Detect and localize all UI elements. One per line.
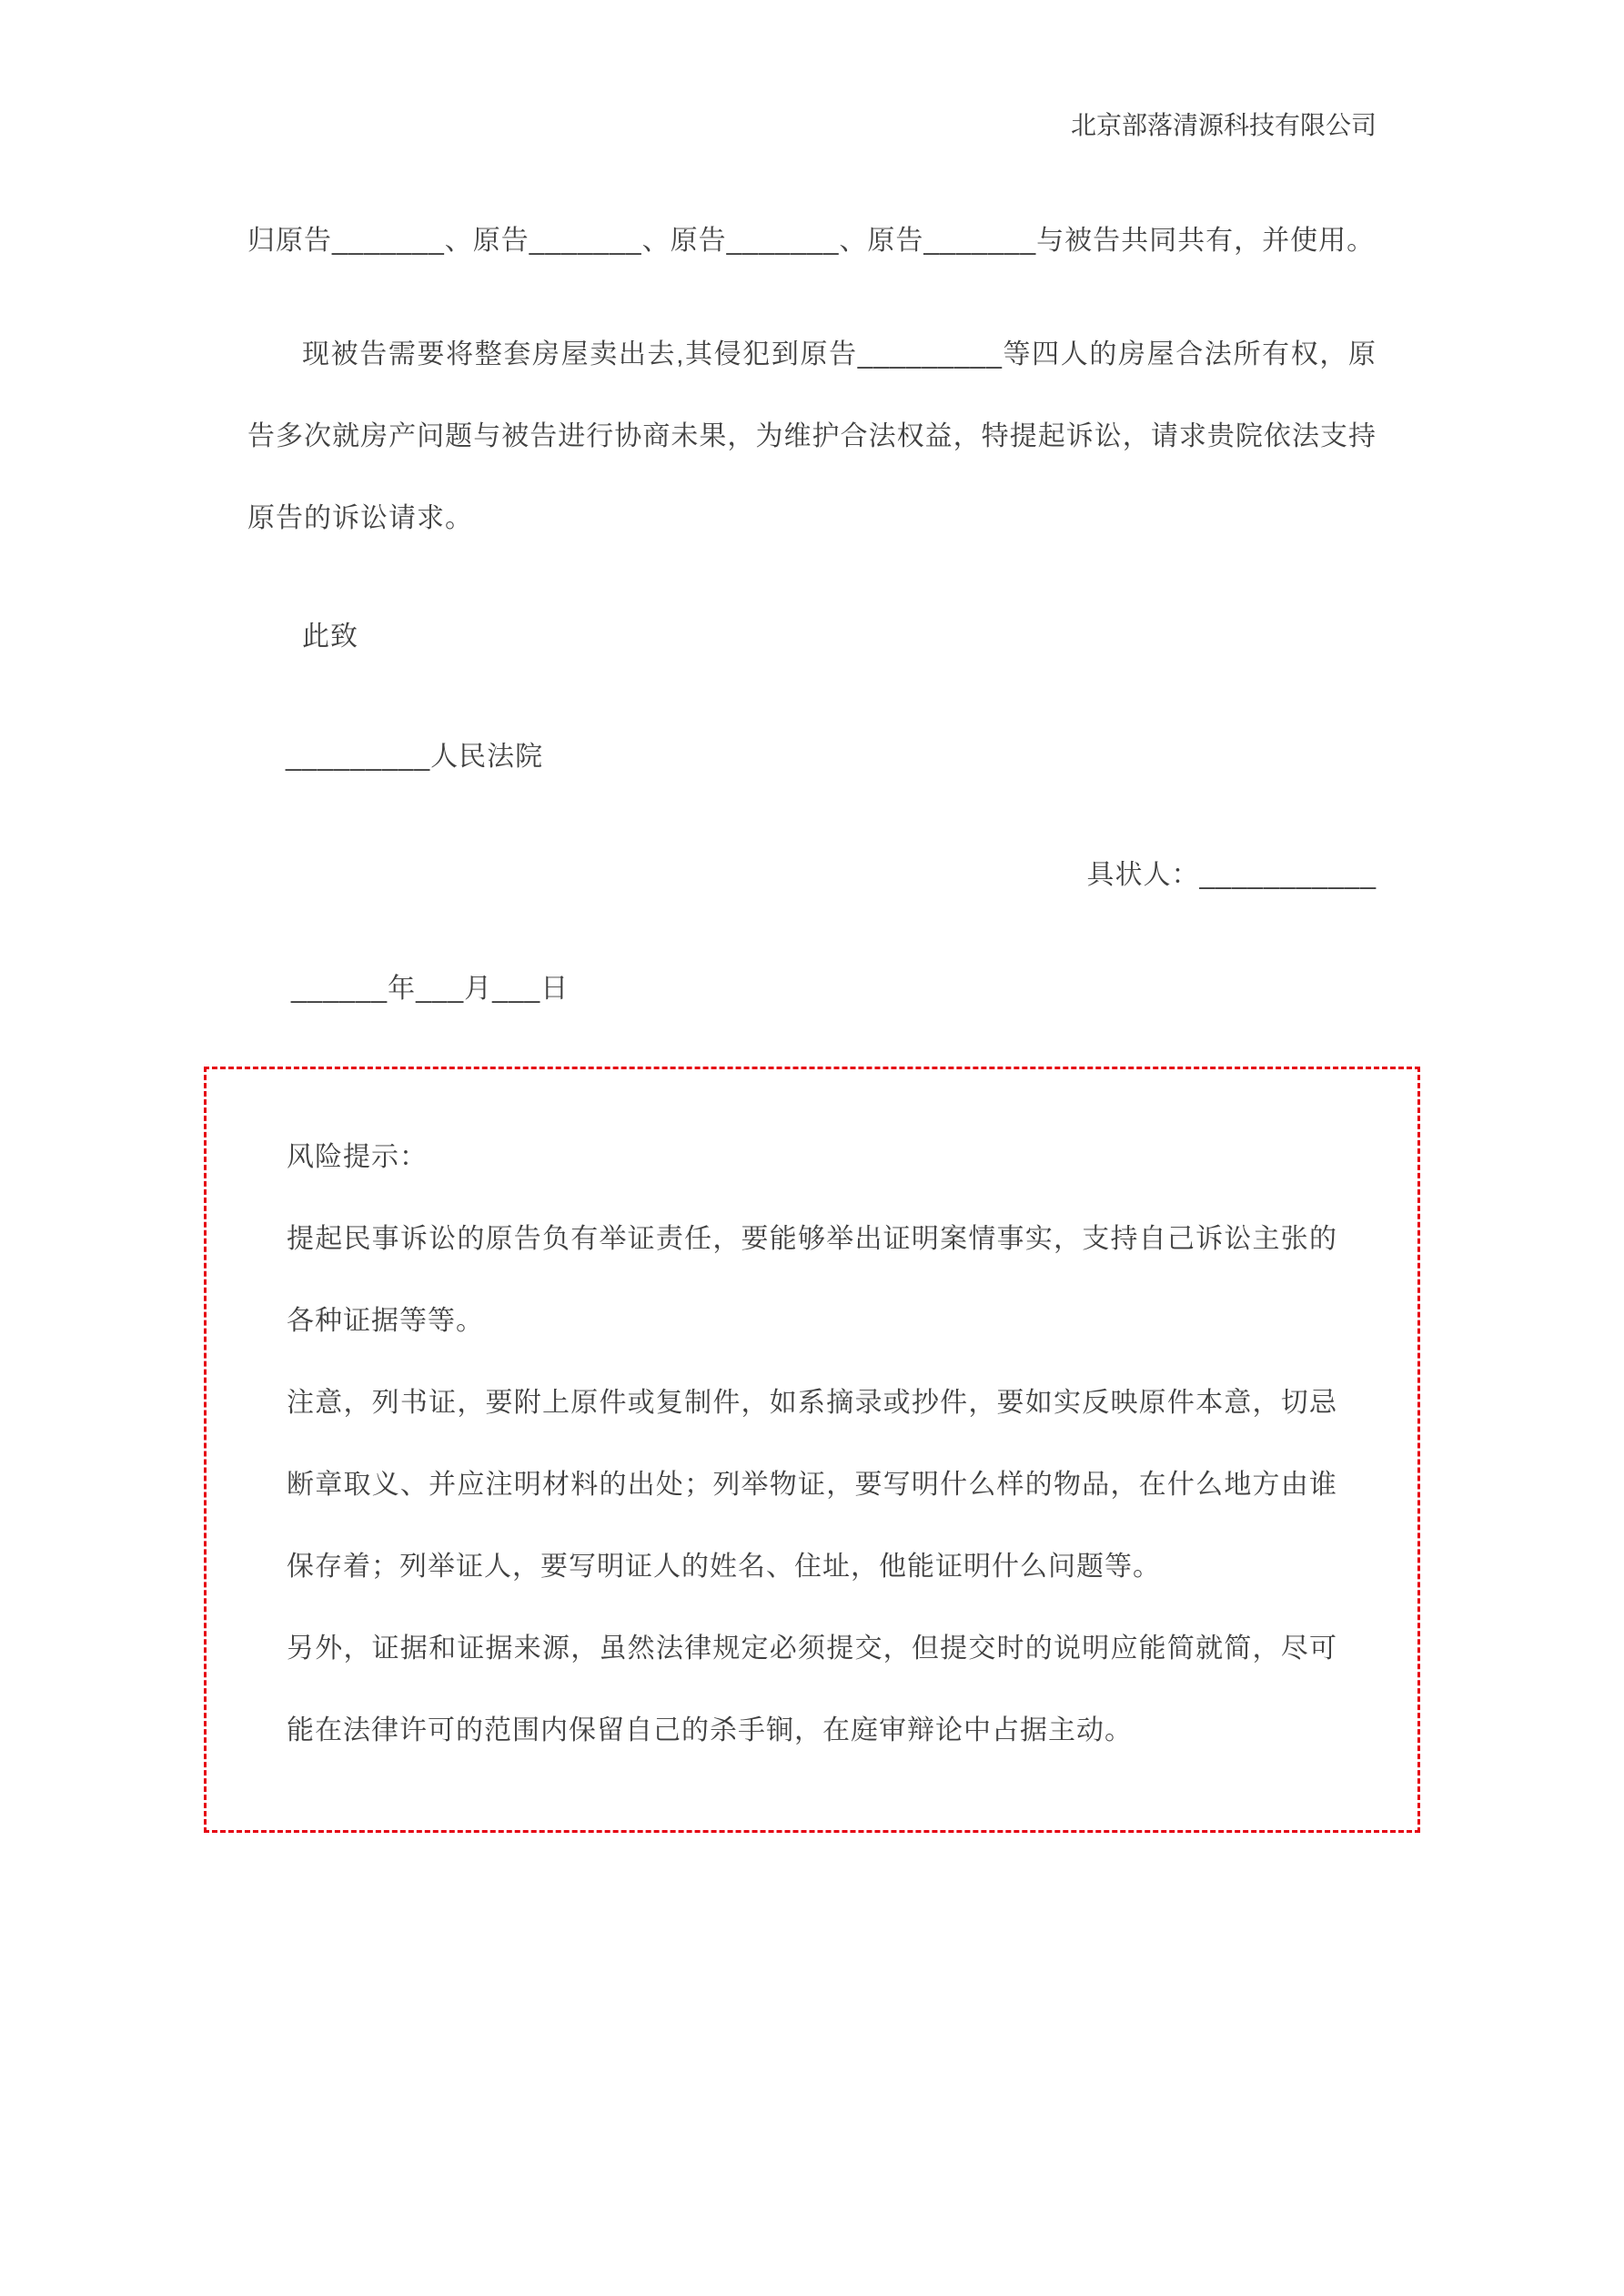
risk-notice-paragraph-1: 提起民事诉讼的原告负有举证责任，要能够举出证明案情事实，支持自己诉讼主张的各种证据等等。 xyxy=(287,1224,1337,1336)
paragraph-ownership: 归原告_______、原告_______、原告_______、原告_______与被告共同共有，并使用。 xyxy=(247,226,1376,256)
risk-notice-paragraph-3: 另外，证据和证据来源，虽然法律规定必须提交，但提交时的说明应能简就简，尽可能在法律许可的范围内保留自己的杀手锏，在庭审辩论中占据主动。 xyxy=(287,1633,1337,1745)
date-line: ______年___月___日 xyxy=(291,974,570,1004)
closing-salutation: 此致 xyxy=(302,622,358,652)
company-header: 北京部落清源科技有限公司 xyxy=(1070,111,1377,139)
risk-notice-title: 风险提示： xyxy=(287,1142,428,1172)
paragraph-claim: 现被告需要将整套房屋卖出去,其侵犯到原告_________等四人的房屋合法所有权，原告多次就房产问题与被告进行协商未果，为维护合法权益，特提起诉讼，请求贵院依法支持原告的诉讼请求。 xyxy=(247,339,1377,533)
risk-notice-paragraph-2: 注意，列书证，要附上原件或复制件，如系摘录或抄件，要如实反映原件本意，切忌断章取义、并应注明材料的出处；列举物证，要写明什么样的物品，在什么地方由谁保存着；列举证人，要写明证人的姓名、住址，他能证明什么问题等。 xyxy=(287,1388,1337,1582)
court-name-line: _________人民法院 xyxy=(286,742,544,772)
risk-notice-box xyxy=(204,1067,1420,1833)
signer-line: 具状人：___________ xyxy=(1086,860,1377,890)
